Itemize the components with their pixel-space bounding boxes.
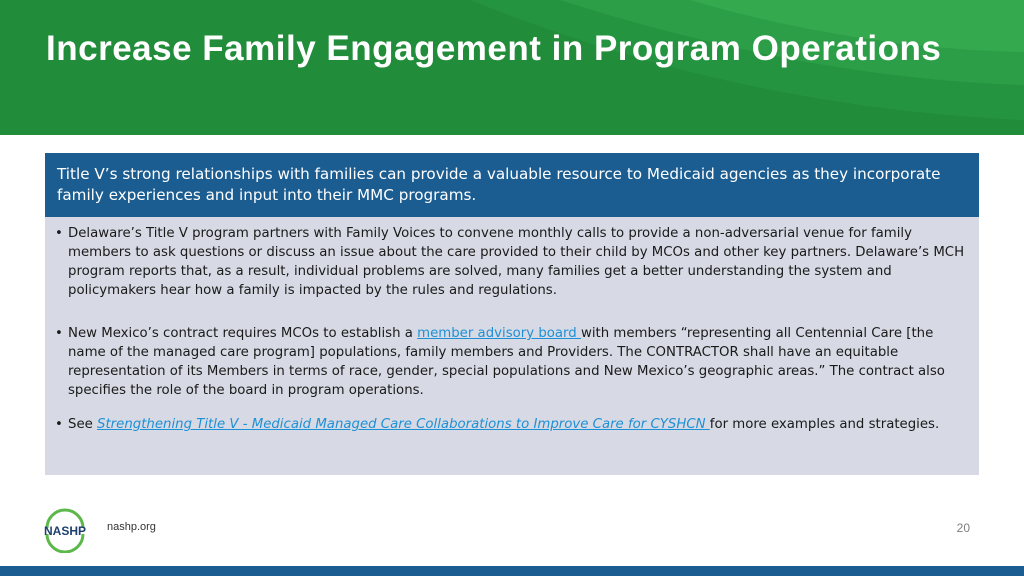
page-number: 20 [956, 521, 970, 535]
logo-text: NASHP [43, 524, 87, 538]
slide-title: Increase Family Engagement in Program Operations [46, 29, 942, 68]
intro-text: Title V’s strong relationships with families can provide a valuable resource to Medicaid agencies as they incorporate family experiences and input into their MMC programs. [57, 165, 941, 204]
bullet-dot: • [55, 417, 63, 432]
bullet-delaware-text: Delaware’s Title V program partners with Family Voices to convene monthly calls to provide a non-adversarial venue for family members to ask questions or discuss an issue about the care provided to their child by MCOs and other key partners. Delaware’s MCH program reports that, as a result, individual problems are solved, many families get a better understanding the system and policymakers hear how a family is impacted by the rules and regulations. [68, 226, 965, 298]
bullet-new-mexico-text-after: with members “representing all Centennial Care [the name of the managed care program] populations, family members and Providers. The CONTRACTOR shall have an equitable representation of its Members in terms of race, gender, special populations and New Mexico’s geographic areas.” The contract also specifies the role of the board in program operations. [68, 326, 945, 398]
bottom-accent-bar [0, 566, 1024, 576]
bullet-dot: • [55, 226, 63, 241]
bullet-new-mexico [55, 324, 969, 400]
bullet-list-panel [45, 217, 979, 475]
member-advisory-board-link[interactable]: member advisory board [417, 326, 581, 341]
footer-url[interactable]: nashp.org [107, 521, 156, 533]
bullet-see-text-after: for more examples and strategies. [709, 417, 940, 432]
intro-callout [45, 153, 979, 217]
bullet-see-more [55, 415, 969, 434]
slide-header [0, 0, 1024, 135]
bullet-see-text-before: See [68, 417, 98, 432]
bullet-delaware [55, 224, 969, 300]
nashp-logo-icon [42, 507, 88, 553]
bullet-dot: • [55, 326, 63, 341]
bullet-new-mexico-text-before: New Mexico’s contract requires MCOs to establish a [68, 326, 418, 341]
strengthening-title-v-link[interactable]: Strengthening Title V - Medicaid Managed Care Collaborations to Improve Care for CYSHCN [97, 417, 710, 432]
